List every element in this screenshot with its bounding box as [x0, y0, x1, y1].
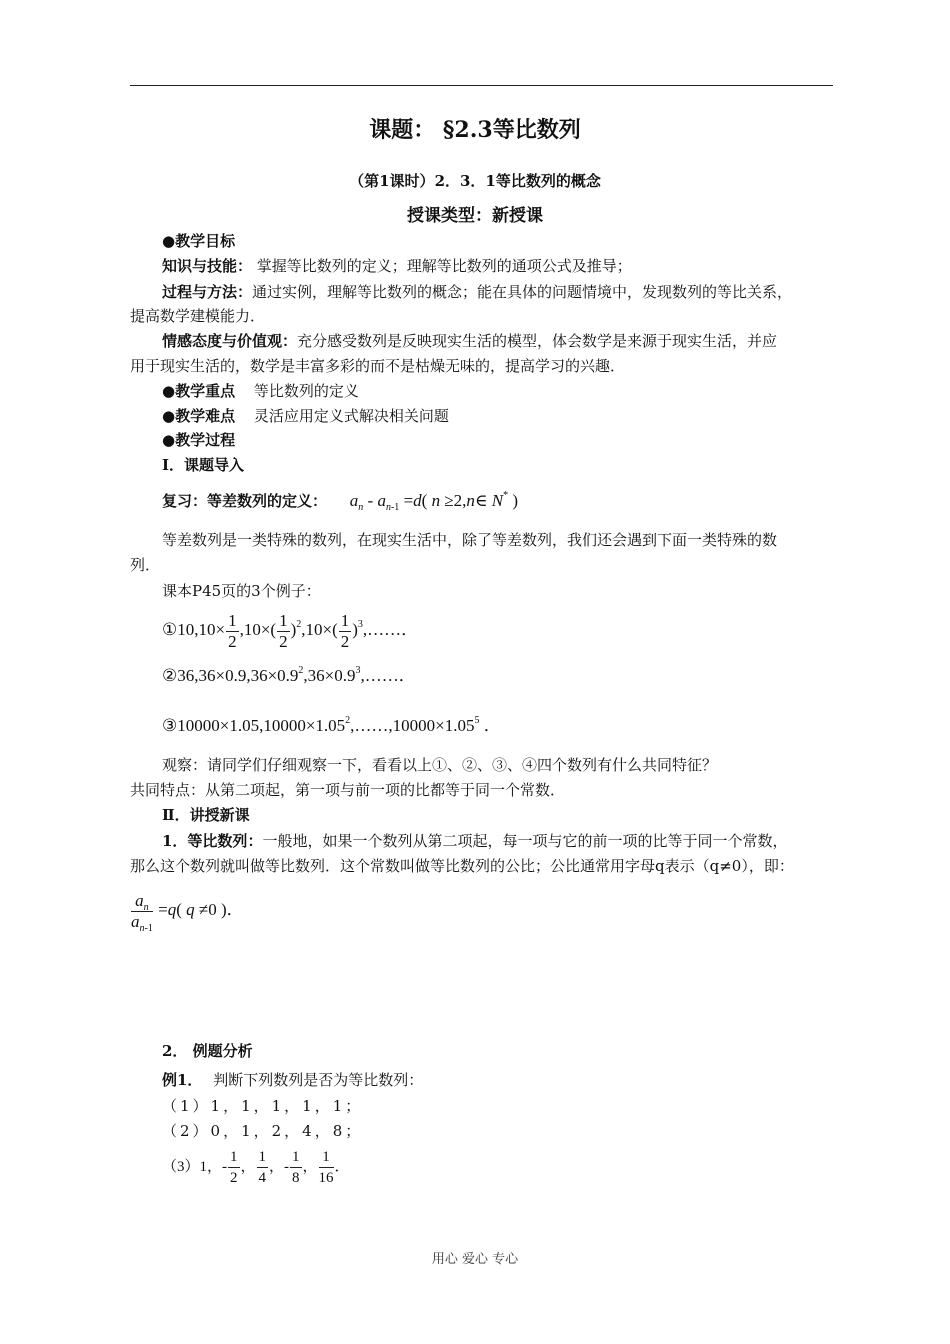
- lesson-type: 授课类型：新授课: [407, 206, 543, 226]
- example1-line: [162, 1070, 423, 1090]
- knowledge-line: [162, 256, 632, 276]
- emotion-text-2: 用于现实生活的，数学是丰富多彩的而不是枯燥无味的，提高学习的兴趣．: [130, 357, 626, 375]
- page-footer: 用心 爱心 专心: [431, 1252, 519, 1267]
- objectives-heading: ●教学目标: [162, 232, 236, 250]
- header-rule: [130, 85, 833, 86]
- process-heading: ●教学过程: [162, 431, 236, 449]
- page-title: 课题： §2.3等比数列: [369, 117, 581, 143]
- focus-line: [162, 381, 359, 401]
- section2-heading: Ⅱ．讲授新课: [162, 806, 250, 824]
- process-line: [162, 282, 792, 302]
- observe-text: 观察：请同学们仔细观察一下，看看以上①、②、③、④四个数列有什么共同特征？: [162, 756, 718, 774]
- focus-text: 等比数列的定义: [253, 382, 359, 400]
- difficulty-label: ●教学难点: [162, 407, 236, 425]
- emotion-line: [162, 331, 777, 351]
- process-text-2: 提高数学建模能力．: [130, 307, 266, 325]
- review-formula: $a_n - a_{n-1} =d$( n ≥2,n∈ N* ): [349, 490, 519, 513]
- emotion-label: 情感态度与价值观：: [162, 332, 298, 350]
- page-subtitle: （第1课时）2．3．1等比数列的概念: [349, 172, 601, 190]
- example1-label: 例1．: [162, 1071, 203, 1089]
- definition-line: [162, 831, 787, 851]
- textbook-examples-intro: 课本P45页的3个例子：: [162, 582, 321, 600]
- example1-text: 判断下列数列是否为等比数列：: [213, 1071, 424, 1089]
- knowledge-label: 知识与技能：: [162, 257, 253, 275]
- process-text-1: 通过实例，理解等比数列的概念；能在具体的问题情境中，发现数列的等比关系，: [252, 283, 793, 301]
- section1-heading: Ⅰ．课题导入: [162, 456, 245, 474]
- common-feature-text: 共同特点：从第二项起，第一项与前一项的比都等于同一个常数．: [130, 781, 566, 799]
- sequence-2: （2）0，1，2，4，8；: [162, 1122, 364, 1140]
- definition-label: 1．等比数列：: [162, 832, 263, 850]
- process-label: 过程与方法：: [162, 283, 253, 301]
- review-label: 复习：等差数列的定义：: [162, 492, 328, 510]
- example-sequence-3: $③10000\times 1.05,10000\times 1.05^2,\dots\dots,10000\times 1.05^5$ ．: [162, 715, 501, 735]
- intro-para-1: 等差数列是一类特殊的数列，在现实生活中，除了等差数列，我们还会遇到下面一类特殊的数: [162, 531, 778, 549]
- definition-text-1: 一般地，如果一个数列从第二项起，每一项与它的前一项的比等于同一个常数，: [262, 832, 788, 850]
- review-line: [162, 491, 518, 511]
- focus-label: ●教学重点: [162, 382, 236, 400]
- example-analysis-heading: 2． 例题分析: [162, 1042, 253, 1060]
- sequence-3: （3）1，- $\frac{1}{2}$ ， $\frac{1}{4}$ ，- $\frac{1}{8}$ ， $\frac{1}{16}$ ．: [162, 1149, 350, 1187]
- difficulty-text: 灵活应用定义式解决相关问题: [253, 407, 449, 425]
- sequence-1: （1）1，1，1，1，1；: [162, 1097, 364, 1115]
- example-sequence-1: ①10,10× $\frac{1}{2}$ ,10×( $\frac{1}{2}$ )$^2$,10×( $\frac{1}{2}$ )$^3$,……．: [162, 610, 419, 651]
- knowledge-text: 掌握等比数列的定义；理解等比数列的通项公式及推导；: [256, 257, 632, 275]
- intro-para-2: 列．: [130, 556, 161, 574]
- definition-text-2: 那么这个数列就叫做等比数列．这个常数叫做等比数列的公比；公比通常用字母q表示（q≠0），即：: [130, 857, 794, 875]
- emotion-text-1: 充分感受数列是反映现实生活的模型，体会数学是来源于现实生活，并应: [297, 332, 778, 350]
- example-sequence-2: $②36,36\times 0.9,36\times 0.9^2,36\times 0.9^3,\dots\dots$．: [162, 665, 416, 685]
- difficulty-line: [162, 406, 449, 426]
- definition-formula: $\frac{a_n}{a_{n-1}}$ =q( q ≠0 )．: [131, 890, 244, 934]
